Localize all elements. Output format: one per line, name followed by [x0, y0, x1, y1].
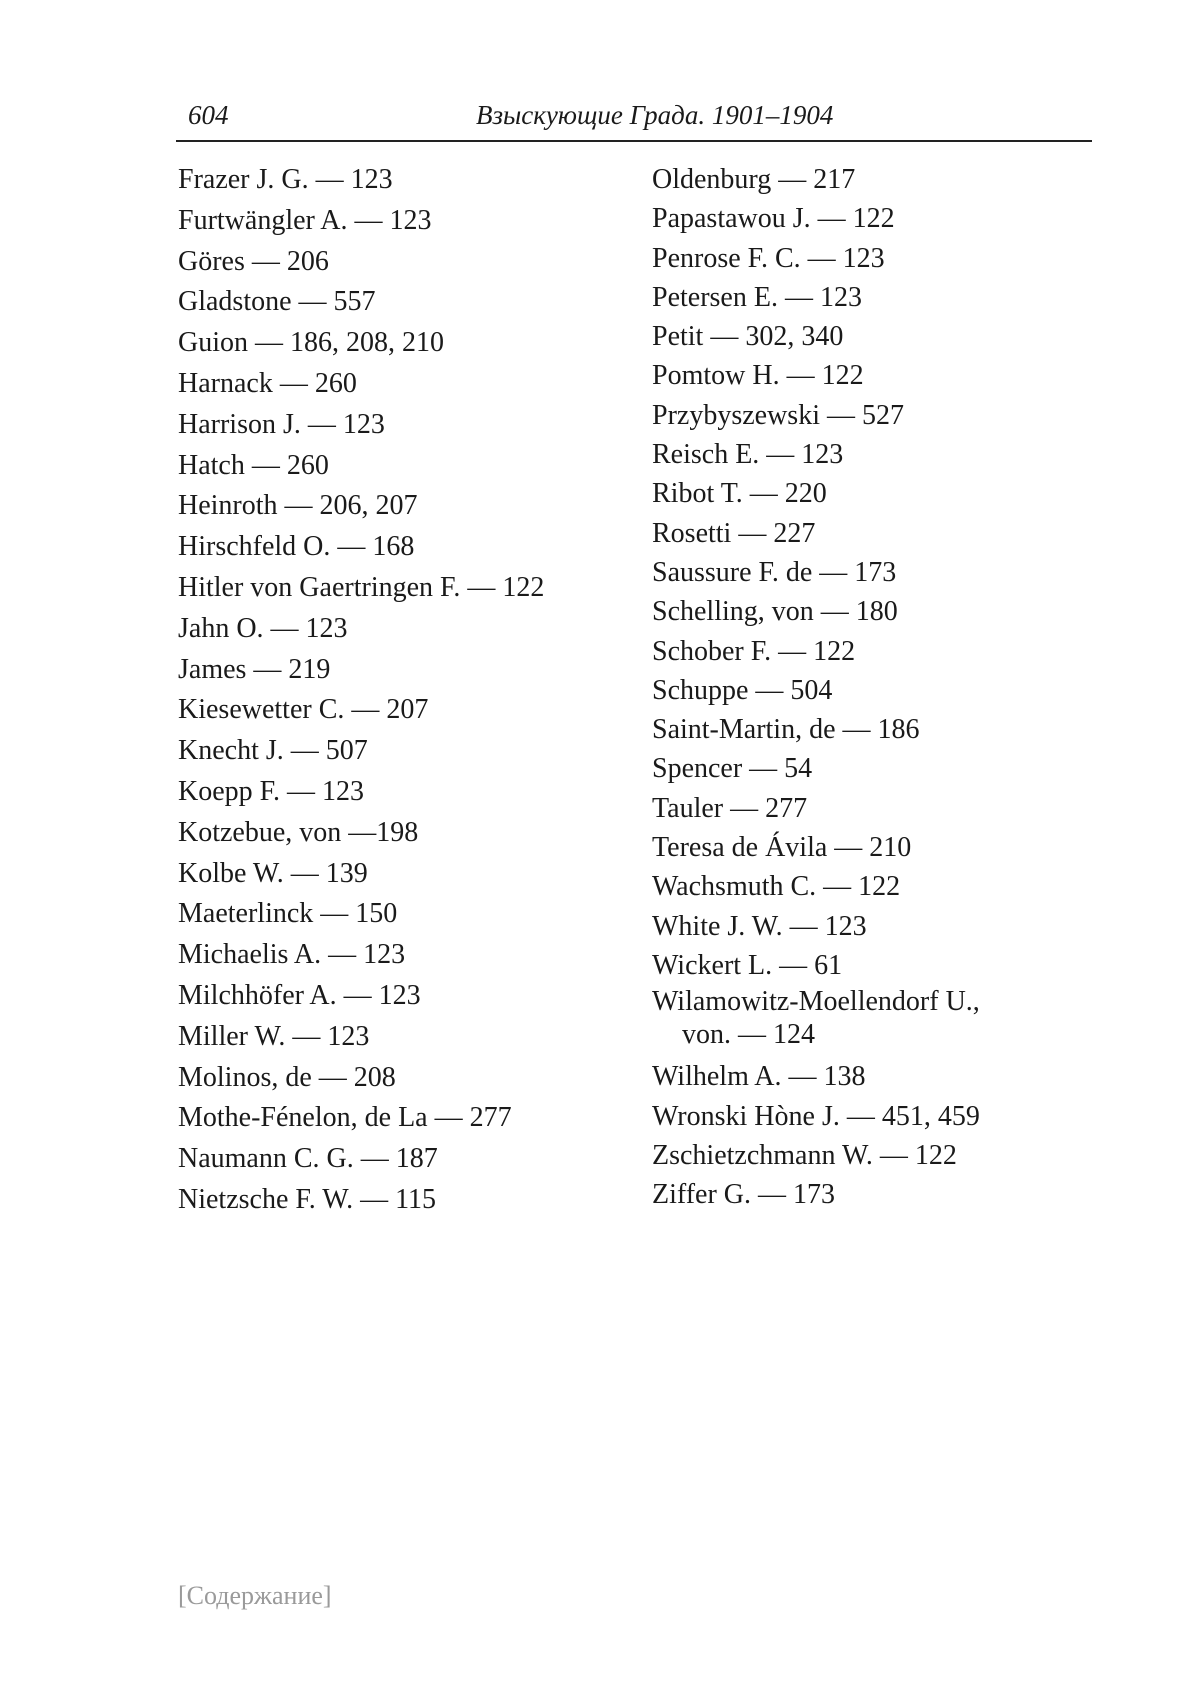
page-header [176, 96, 1092, 142]
index-entry: Penrose F. C. — 123 [652, 242, 885, 274]
index-entry: Maeterlinck — 150 [178, 898, 398, 930]
index-entry: Furtwängler A. — 123 [178, 204, 432, 236]
index-entry: James — 219 [178, 653, 331, 685]
index-entry: Schuppe — 504 [652, 674, 833, 706]
index-entry: White J. W. — 123 [652, 910, 867, 942]
index-entry: Petit — 302, 340 [652, 321, 844, 353]
contents-link[interactable]: [Содержание] [178, 1581, 332, 1610]
index-column-right [652, 160, 1032, 1214]
index-entry: Milchhöfer A. — 123 [178, 979, 421, 1011]
index-entry-continuation: von. — 124 [682, 1019, 815, 1051]
index-entry: Schelling, von — 180 [652, 596, 898, 628]
index-entry: Hitler von Gaertringen F. — 122 [178, 571, 545, 603]
index-entry: Mothe-Fénelon, de La — 277 [178, 1102, 512, 1134]
index-entry: Reisch E. — 123 [652, 439, 844, 471]
index-entry: Knecht J. — 507 [178, 735, 368, 767]
running-title: Взыскующие Града. 1901–1904 [476, 100, 834, 130]
index-entry: Nietzsche F. W. — 115 [178, 1183, 437, 1215]
index-entry: Wilhelm A. — 138 [652, 1061, 866, 1093]
index-entry-wrapped [652, 985, 1032, 1057]
index-entry: Saint-Martin, de — 186 [652, 714, 920, 746]
index-entry: Heinroth — 206, 207 [178, 490, 418, 522]
index-entry: Kiesewetter C. — 207 [178, 694, 429, 726]
index-entry: Ziffer G. — 173 [652, 1179, 835, 1211]
page-number: 604 [188, 100, 229, 130]
index-entry: Papastawou J. — 122 [652, 203, 895, 235]
index-entry: Jahn O. — 123 [178, 612, 348, 644]
index-entry: Koepp F. — 123 [178, 775, 364, 807]
index-entry: Wachsmuth C. — 122 [652, 871, 901, 903]
index-entry: Kolbe W. — 139 [178, 857, 368, 889]
index-entry: Tauler — 277 [652, 792, 808, 824]
index-entry: Frazer J. G. — 123 [178, 164, 393, 195]
index-entry: Schober F. — 122 [652, 635, 856, 667]
index-entry: Zschietzchmann W. — 122 [652, 1139, 957, 1171]
index-entry: Miller W. — 123 [178, 1020, 370, 1052]
index-entry: Michaelis A. — 123 [178, 939, 406, 971]
index-entry: Ribot T. — 220 [652, 478, 827, 510]
index-column-left [178, 160, 544, 1221]
index-entry: Spencer — 54 [652, 753, 813, 785]
index-entry: Harrison J. — 123 [178, 408, 385, 440]
index-entry: Molinos, de — 208 [178, 1061, 396, 1093]
index-entry: Oldenburg — 217 [652, 164, 856, 195]
index-entry: Hirschfeld O. — 168 [178, 531, 415, 563]
index-entry: Gladstone — 557 [178, 286, 376, 318]
index-entry: Wronski Hòne J. — 451, 459 [652, 1100, 980, 1132]
index-entry: Rosetti — 227 [652, 517, 816, 549]
index-entry: Naumann C. G. — 187 [178, 1143, 438, 1175]
index-entry: Harnack — 260 [178, 367, 357, 399]
index-entry: Hatch — 260 [178, 449, 329, 481]
index-entry-line: Wilamowitz-Moellendorf U., [652, 986, 980, 1018]
index-entry: Guion — 186, 208, 210 [178, 327, 444, 359]
index-entry: Saussure F. de — 173 [652, 556, 897, 588]
index-entry: Przybyszewski — 527 [652, 399, 904, 431]
index-entry: Teresa de Ávila — 210 [652, 832, 912, 864]
index-entry: Göres — 206 [178, 245, 329, 277]
index-entry: Pomtow H. — 122 [652, 360, 864, 392]
index-entry: Petersen E. — 123 [652, 281, 862, 313]
index-entry: Kotzebue, von —198 [178, 816, 419, 848]
index-entry: Wickert L. — 61 [652, 949, 843, 981]
